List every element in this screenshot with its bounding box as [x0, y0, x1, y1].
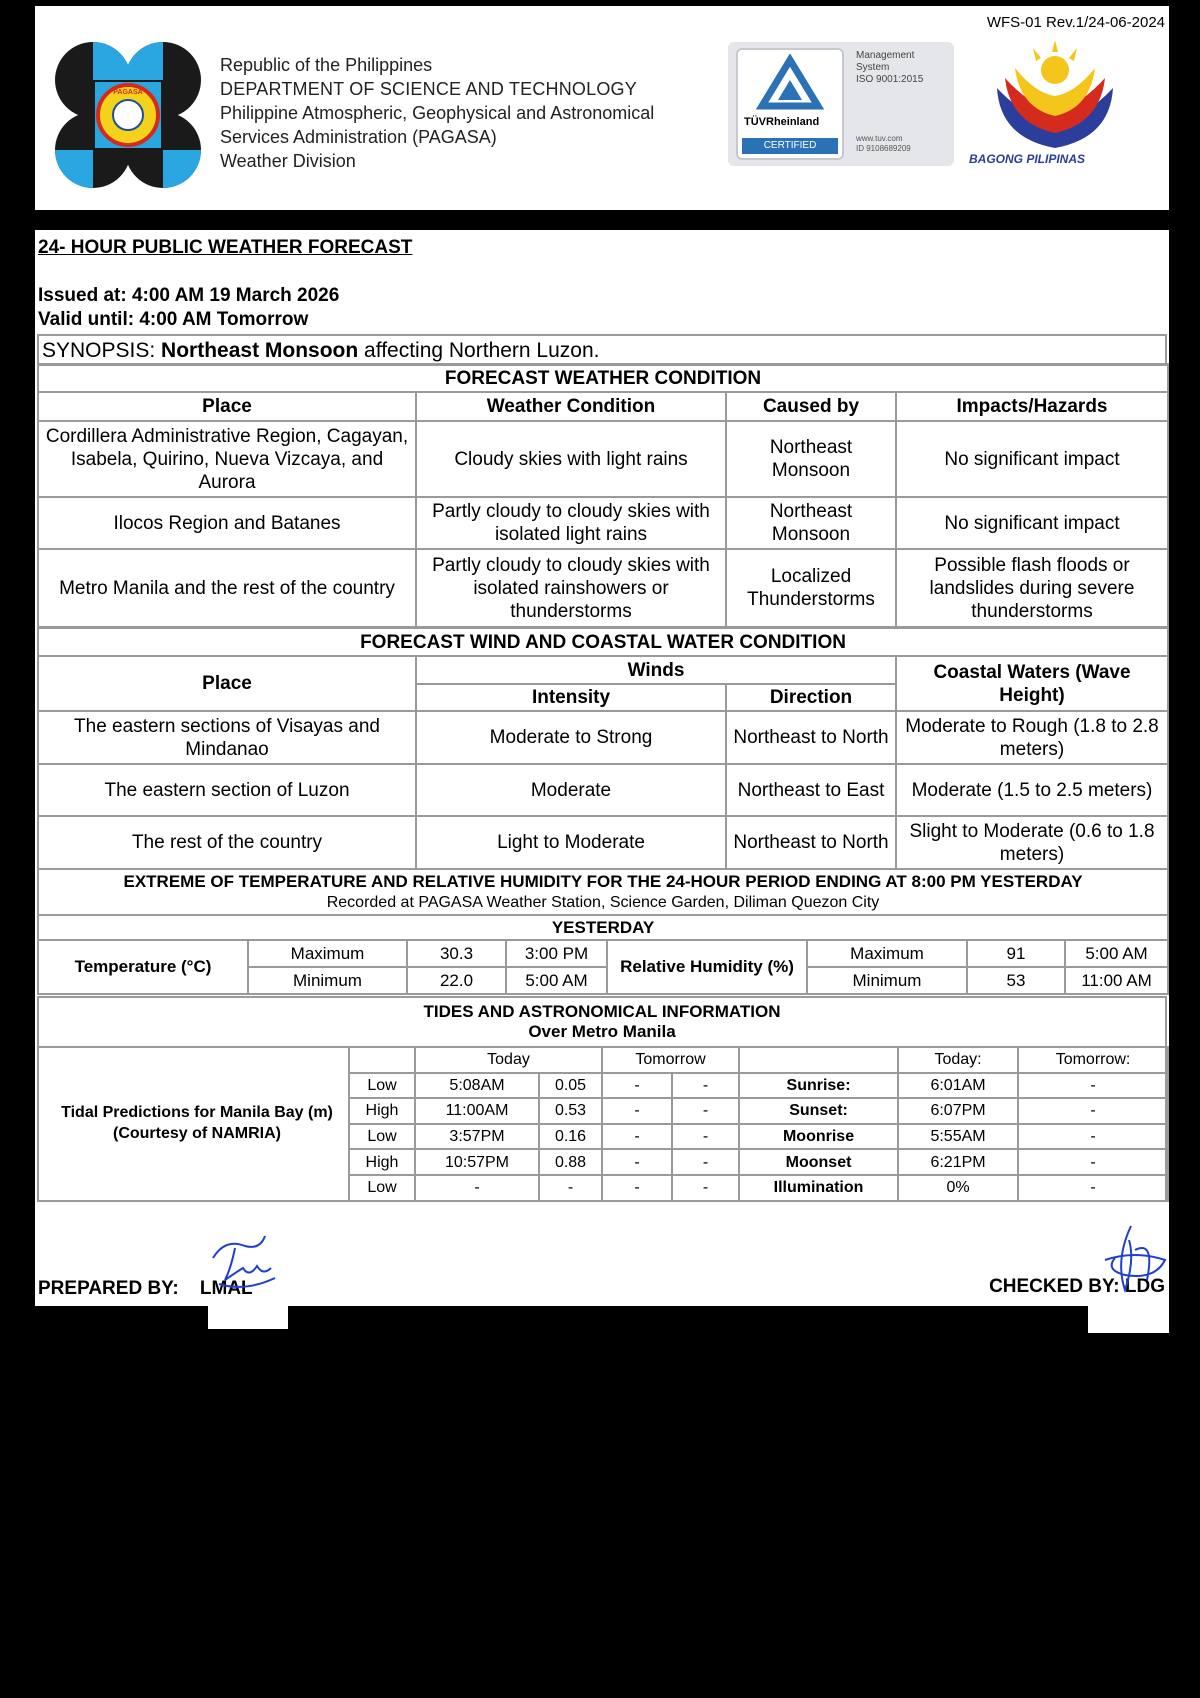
- weather-col-impacts: Impacts/Hazards: [896, 392, 1168, 421]
- org-line-republic: Republic of the Philippines: [220, 55, 433, 75]
- tide-time-today: 5:08AM: [415, 1073, 539, 1099]
- forecast-wind-table: [37, 627, 1169, 870]
- tide-height-tomorrow: -: [672, 1149, 739, 1175]
- tide-time-today: 10:57PM: [415, 1149, 539, 1175]
- table-row: [349, 1098, 1168, 1124]
- astro-today: 6:01AM: [898, 1073, 1018, 1099]
- humidity-label: Relative Humidity (%): [607, 940, 807, 994]
- tides-subheading: Over Metro Manila: [528, 1022, 676, 1041]
- tide-type: Low: [349, 1175, 415, 1201]
- temp-max-label: Maximum: [248, 940, 407, 967]
- table-row: [349, 1073, 1168, 1099]
- tuv-system-text: [856, 50, 948, 86]
- wind-intensity: Moderate to Strong: [416, 711, 726, 764]
- rh-min-value: 53: [967, 967, 1065, 994]
- rh-max-value: 91: [967, 940, 1065, 967]
- signature-tab-left: [208, 1306, 288, 1329]
- rh-max-label: Maximum: [807, 940, 967, 967]
- weather-place: Ilocos Region and Batanes: [38, 497, 416, 549]
- wind-col-place: Place: [38, 656, 416, 711]
- tide-time-today: -: [415, 1175, 539, 1201]
- tide-height-today: 0.05: [539, 1073, 602, 1099]
- table-row: [38, 421, 1168, 497]
- tide-time-tomorrow: -: [602, 1175, 672, 1201]
- astro-blank-header: [739, 1047, 898, 1073]
- checked-label: CHECKED BY:: [989, 1276, 1125, 1297]
- wind-intensity: Moderate: [416, 764, 726, 816]
- weather-condition: Partly cloudy to cloudy skies with isolated light rains: [416, 497, 726, 549]
- wave-height: Moderate (1.5 to 2.5 meters): [896, 764, 1168, 816]
- letterhead: [35, 6, 1169, 210]
- temp-max-value: 30.3: [407, 940, 506, 967]
- temp-min-value: 22.0: [407, 967, 506, 994]
- tide-time-today: 3:57PM: [415, 1124, 539, 1150]
- tuv-certified-label: CERTIFIED: [742, 138, 838, 154]
- wind-direction: Northeast to North: [726, 816, 896, 869]
- weather-caused-by: Northeast Monsoon: [726, 497, 896, 549]
- table-row: [38, 711, 1168, 764]
- tides-heading: TIDES AND ASTRONOMICAL INFORMATION: [423, 1002, 781, 1021]
- prepared-signature: [205, 1228, 285, 1298]
- tuv-management: Management: [856, 50, 915, 61]
- org-line-division: Weather Division: [220, 151, 356, 171]
- table-row: [38, 816, 1168, 869]
- astro-col-today: Today:: [898, 1047, 1018, 1073]
- tides-col-tomorrow: Tomorrow: [602, 1047, 739, 1073]
- rh-max-time: 5:00 AM: [1065, 940, 1168, 967]
- tide-height-tomorrow: -: [672, 1073, 739, 1099]
- weather-impact: No significant impact: [896, 421, 1168, 497]
- tide-time-tomorrow: -: [602, 1149, 672, 1175]
- org-line-services: Services Administration (PAGASA): [220, 127, 497, 147]
- document-code: WFS-01 Rev.1/24-06-2024: [986, 14, 1165, 31]
- tuv-certification-badge: [728, 42, 954, 166]
- astro-today: 6:07PM: [898, 1098, 1018, 1124]
- synopsis-suffix: affecting Northern Luzon.: [358, 338, 600, 362]
- tides-table: [348, 1046, 1169, 1202]
- tide-height-tomorrow: -: [672, 1175, 739, 1201]
- tide-time-tomorrow: -: [602, 1124, 672, 1150]
- org-line-department: DEPARTMENT OF SCIENCE AND TECHNOLOGY: [220, 79, 637, 99]
- weather-condition: Cloudy skies with light rains: [416, 421, 726, 497]
- wind-col-direction: Direction: [726, 684, 896, 711]
- table-row: [38, 549, 1168, 627]
- tides-blank-header: [349, 1047, 415, 1073]
- weather-col-condition: Weather Condition: [416, 392, 726, 421]
- tide-type: High: [349, 1098, 415, 1124]
- tide-type: High: [349, 1149, 415, 1175]
- organization-text: [220, 53, 654, 173]
- weather-condition: Partly cloudy to cloudy skies with isolated rainshowers or thunderstorms: [416, 549, 726, 627]
- tide-time-today: 11:00AM: [415, 1098, 539, 1124]
- pagasa-logo: [53, 40, 203, 190]
- temp-min-time: 5:00 AM: [506, 967, 607, 994]
- tide-height-tomorrow: -: [672, 1124, 739, 1150]
- temperature-label: Temperature (°C): [38, 940, 248, 994]
- forecast-weather-table: [37, 363, 1169, 628]
- rh-min-time: 11:00 AM: [1065, 967, 1168, 994]
- weather-col-place: Place: [38, 392, 416, 421]
- table-row: [38, 497, 1168, 549]
- tuv-system: System: [856, 62, 890, 73]
- synopsis-prefix: SYNOPSIS:: [42, 338, 162, 362]
- astro-label: Moonrise: [739, 1124, 898, 1150]
- astro-label: Sunset:: [739, 1098, 898, 1124]
- wind-col-coastal: Coastal Waters (Wave Height): [896, 656, 1168, 711]
- astro-today: 5:55AM: [898, 1124, 1018, 1150]
- extremes-period: YESTERDAY: [38, 915, 1168, 940]
- wave-height: Slight to Moderate (0.6 to 1.8 meters): [896, 816, 1168, 869]
- astro-tomorrow: -: [1018, 1073, 1168, 1099]
- temp-max-time: 3:00 PM: [506, 940, 607, 967]
- tuv-web-text: [856, 134, 911, 154]
- wave-height: Moderate to Rough (1.8 to 2.8 meters): [896, 711, 1168, 764]
- forecast-document: [35, 230, 1169, 1306]
- org-line-pagasa: Philippine Atmospheric, Geophysical and Astronomical: [220, 103, 655, 123]
- table-row: [349, 1175, 1168, 1201]
- issued-at: Issued at: 4:00 AM 19 March 2026: [38, 285, 340, 306]
- tide-time-tomorrow: -: [602, 1073, 672, 1099]
- tides-heading-table: [37, 996, 1167, 1048]
- wind-place: The eastern section of Luzon: [38, 764, 416, 816]
- prepared-name: LMAL: [199, 1278, 253, 1299]
- synopsis-system: Northeast Monsoon: [161, 338, 359, 362]
- weather-impact: No significant impact: [896, 497, 1168, 549]
- forecast-title: 24- HOUR PUBLIC WEATHER FORECAST: [38, 237, 413, 258]
- checked-signature: [1085, 1220, 1175, 1300]
- wind-heading: FORECAST WIND AND COASTAL WATER CONDITION: [38, 628, 1168, 656]
- astro-today: 6:21PM: [898, 1149, 1018, 1175]
- tuv-triangle-icon: [740, 54, 840, 114]
- temp-min-label: Minimum: [248, 967, 407, 994]
- wind-direction: Northeast to East: [726, 764, 896, 816]
- weather-place: Metro Manila and the rest of the country: [38, 549, 416, 627]
- tide-type: Low: [349, 1073, 415, 1099]
- wind-intensity: Light to Moderate: [416, 816, 726, 869]
- tide-height-today: 0.16: [539, 1124, 602, 1150]
- synopsis-table: [37, 334, 1167, 366]
- weather-caused-by: Localized Thunderstorms: [726, 549, 896, 627]
- wind-place: The rest of the country: [38, 816, 416, 869]
- astro-col-tomorrow: Tomorrow:: [1018, 1047, 1168, 1073]
- wind-col-intensity: Intensity: [416, 684, 726, 711]
- extremes-subheading: Recorded at PAGASA Weather Station, Science Garden, Diliman Quezon City: [326, 894, 880, 911]
- signature-tab-right: [1088, 1306, 1169, 1333]
- wind-col-winds: Winds: [416, 656, 896, 684]
- astro-label: Sunrise:: [739, 1073, 898, 1099]
- tides-heading-cell: [38, 997, 1166, 1047]
- astro-tomorrow: -: [1018, 1124, 1168, 1150]
- weather-caused-by: Northeast Monsoon: [726, 421, 896, 497]
- valid-until: Valid until: 4:00 AM Tomorrow: [38, 309, 309, 330]
- extremes-table: [37, 868, 1169, 995]
- checked-name: LDG: [1124, 1276, 1165, 1297]
- svg-text:PAGASA: PAGASA: [113, 89, 143, 96]
- tide-height-tomorrow: -: [672, 1098, 739, 1124]
- astro-today: 0%: [898, 1175, 1018, 1201]
- table-row: [349, 1149, 1168, 1175]
- weather-heading: FORECAST WEATHER CONDITION: [38, 364, 1168, 392]
- astro-tomorrow: -: [1018, 1149, 1168, 1175]
- astro-tomorrow: -: [1018, 1098, 1168, 1124]
- prepared-label: PREPARED BY:: [38, 1278, 179, 1299]
- tuv-web: www.tuv.com: [856, 134, 903, 143]
- wind-place: The eastern sections of Visayas and Mindanao: [38, 711, 416, 764]
- tide-height-today: 0.53: [539, 1098, 602, 1124]
- astro-label: Illumination: [739, 1175, 898, 1201]
- wind-direction: Northeast to North: [726, 711, 896, 764]
- tidal-predictions-label: Tidal Predictions for Manila Bay (m) (Courtesy of NAMRIA): [61, 1104, 333, 1142]
- extremes-heading: EXTREME OF TEMPERATURE AND RELATIVE HUMIDITY FOR THE 24-HOUR PERIOD ENDING AT 8:00 PM YESTERDAY: [123, 872, 1083, 891]
- table-row: [349, 1124, 1168, 1150]
- synopsis: [38, 335, 1166, 365]
- astro-label: Moonset: [739, 1149, 898, 1175]
- bagong-pilipinas-text: BAGONG PILIPINAS: [969, 152, 1086, 166]
- tides-col-today: Today: [415, 1047, 602, 1073]
- tide-time-tomorrow: -: [602, 1098, 672, 1124]
- extremes-heading-cell: [38, 869, 1168, 915]
- tuv-iso: ISO 9001:2015: [856, 74, 924, 85]
- astro-tomorrow: -: [1018, 1175, 1168, 1201]
- tuv-logo: [736, 48, 844, 160]
- tide-height-today: -: [539, 1175, 602, 1201]
- tuv-name: TÜVRheinland: [744, 116, 820, 128]
- table-row: [38, 764, 1168, 816]
- tide-height-today: 0.88: [539, 1149, 602, 1175]
- tide-type: Low: [349, 1124, 415, 1150]
- weather-col-caused-by: Caused by: [726, 392, 896, 421]
- tuv-id: ID 9108689209: [856, 144, 911, 153]
- weather-impact: Possible flash floods or landslides during severe thunderstorms: [896, 549, 1168, 627]
- rh-min-label: Minimum: [807, 967, 967, 994]
- weather-place: Cordillera Administrative Region, Cagayan, Isabela, Quirino, Nueva Vizcaya, and Aurora: [38, 421, 416, 497]
